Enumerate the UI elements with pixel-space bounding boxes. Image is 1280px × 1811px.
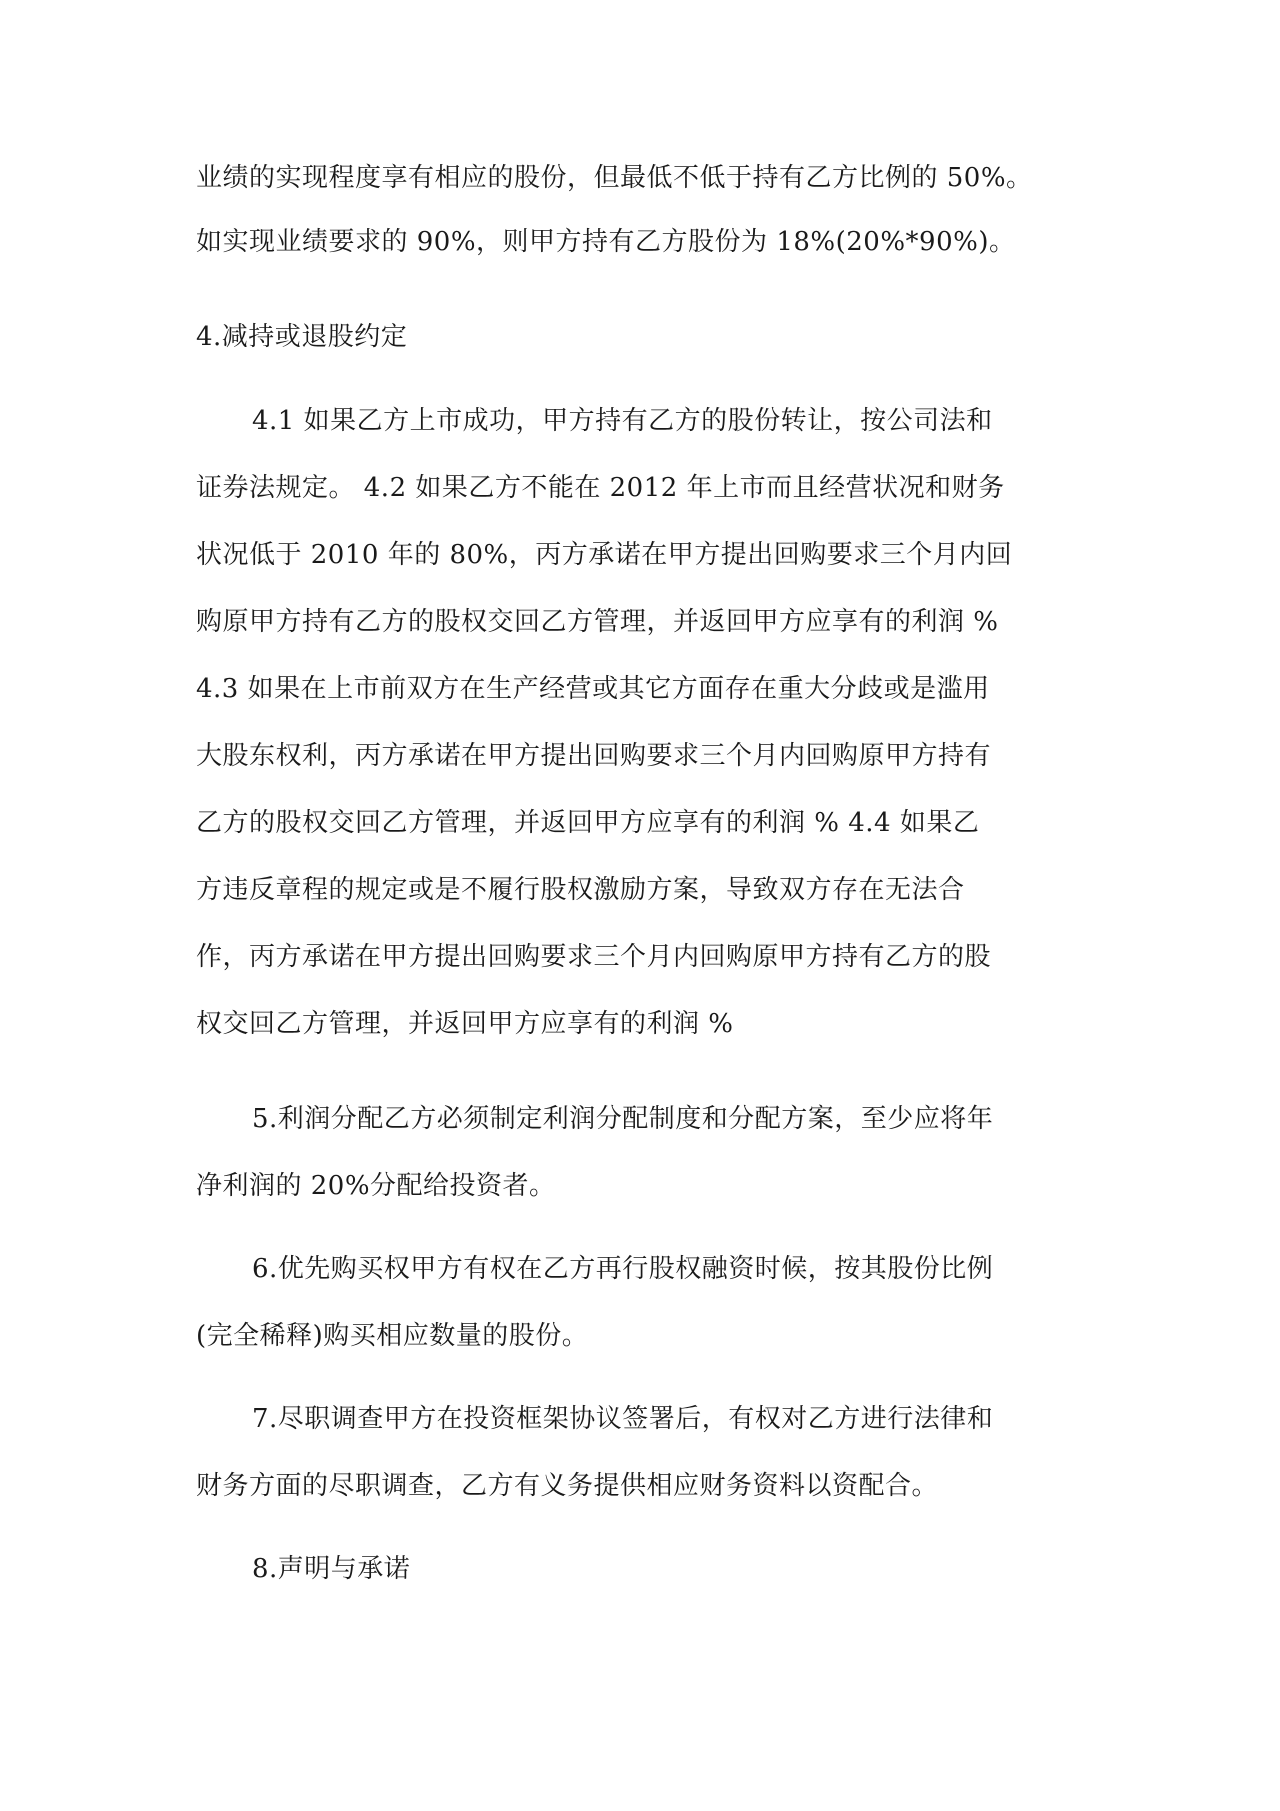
text-line: 7.尽职调查甲方在投资框架协议签署后，有权对乙方进行法律和 <box>252 1404 994 1434</box>
text-line: 业绩的实现程度享有相应的股份，但最低不低于持有乙方比例的 50%。 <box>196 163 1033 193</box>
text-line: 4.3 如果在上市前双方在生产经营或其它方面存在重大分歧或是滥用 <box>196 674 990 704</box>
text-line: 证券法规定。 4.2 如果乙方不能在 2012 年上市而且经营状况和财务 <box>196 473 1005 503</box>
text-line: 大股东权利，丙方承诺在甲方提出回购要求三个月内回购原甲方持有 <box>196 741 992 771</box>
text-line: 如实现业绩要求的 90%，则甲方持有乙方股份为 18%(20%*90%)。 <box>196 227 1016 257</box>
text-line: 4.1 如果乙方上市成功，甲方持有乙方的股份转让，按公司法和 <box>252 406 993 436</box>
text-line: 作，丙方承诺在甲方提出回购要求三个月内回购原甲方持有乙方的股 <box>196 942 992 972</box>
section-heading: 8.声明与承诺 <box>252 1554 411 1584</box>
text-line: 财务方面的尽职调查，乙方有义务提供相应财务资料以资配合。 <box>196 1471 939 1501</box>
text-line: 状况低于 2010 年的 80%，丙方承诺在甲方提出回购要求三个月内回 <box>196 540 1013 570</box>
text-line: 乙方的股权交回乙方管理，并返回甲方应享有的利润 % 4.4 如果乙 <box>196 808 980 838</box>
text-line: 权交回乙方管理，并返回甲方应享有的利润 % <box>196 1009 734 1039</box>
text-line: 6.优先购买权甲方有权在乙方再行股权融资时候，按其股份比例 <box>252 1254 994 1284</box>
section-heading: 4.减持或退股约定 <box>196 322 408 352</box>
text-line: 净利润的 20%分配给投资者。 <box>196 1171 556 1201</box>
text-line: (完全稀释)购买相应数量的股份。 <box>196 1321 589 1351</box>
text-line: 5.利润分配乙方必须制定利润分配制度和分配方案，至少应将年 <box>252 1104 994 1134</box>
text-line: 方违反章程的规定或是不履行股权激励方案，导致双方存在无法合 <box>196 875 965 905</box>
text-line: 购原甲方持有乙方的股权交回乙方管理，并返回甲方应享有的利润 % <box>196 607 999 637</box>
